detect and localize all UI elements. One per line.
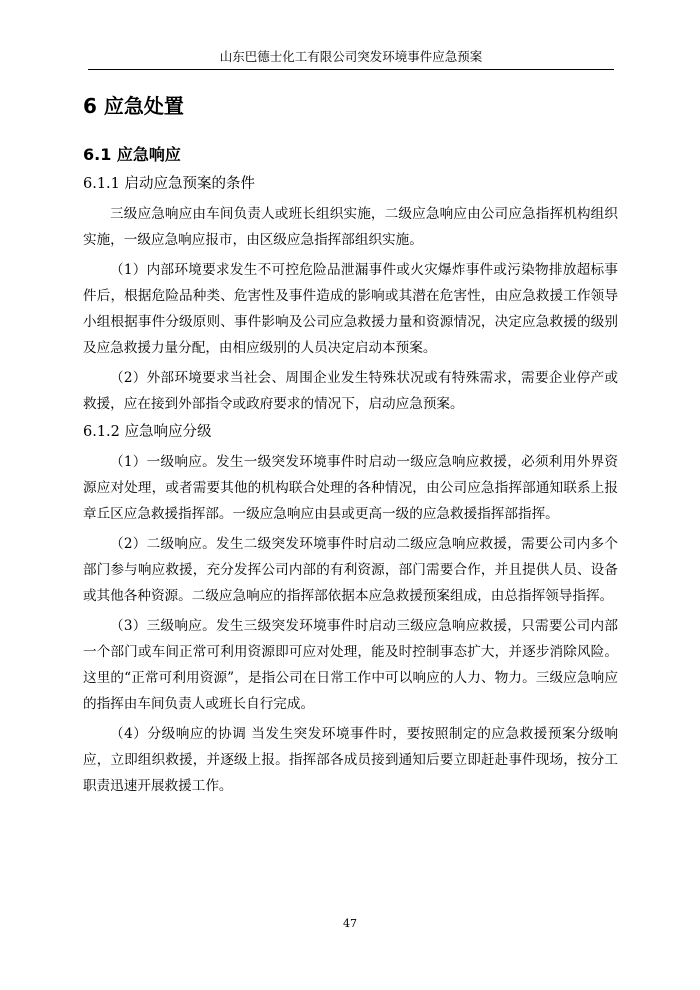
- clause-heading-6-1-1: 6.1.1 启动应急预案的条件: [83, 176, 256, 192]
- section-heading: 6 应急处置: [83, 94, 184, 118]
- paragraph: （1）内部环境要求发生不可控危险品泄漏事件或火灾爆炸事件或污染物排放超标事件后，根据危险品种类、危害性及事件造成的影响或其潜在危害性，由应急救援工作领导小组根据事件分级原则、事件影响及公司应急救援力量和资源情况，决定应急救援的级别及应急救援力量分配，由相应级别的人员决定启动本预案。: [83, 262, 618, 356]
- paragraph: （4）分级响应的协调 当发生突发环境事件时，要按照制定的应急救援预案分级响应，立即组织救援，并逐级上报。指挥部各成员接到通知后要立即赶赴事件现场，按分工职责迅速开展救援工作。: [83, 726, 618, 794]
- paragraph: （1）一级响应。发生一级突发环境事件时启动一级应急响应救援，必须利用外界资源应对处理，或者需要其他的机构联合处理的各种情况，由公司应急指挥部通知联系上报章丘区应急救援指挥部。一级应急响应由县或更高一级的应急救援指挥部指挥。: [83, 454, 618, 522]
- header-divider: [88, 69, 614, 70]
- subsection-heading: 6.1 应急响应: [83, 145, 181, 164]
- paragraph: （2）外部环境要求当社会、周围企业发生特殊状况或有特殊需求，需要企业停产或救援，应在接到外部指令或政府要求的情况下，启动应急预案。: [83, 370, 618, 412]
- paragraph: （3）三级响应。发生三级突发环境事件时启动三级应急响应救援，只需要公司内部一个部门或车间正常可利用资源即可应对处理，能及时控制事态扩大，并逐步消除风险。 这里的“正常可利用资源”，是指公司在日常工作中可以响应的人力、物力。三级应急响应的指挥由车间负责人或班长自行完成。: [83, 618, 618, 712]
- page-number: 47: [343, 917, 357, 930]
- paragraph: （2）二级响应。发生二级突发环境事件时启动二级应急响应救援，需要公司内多个部门参与响应救援，充分发挥公司内部的有利资源，部门需要合作，并且提供人员、设备或其他各种资源。二级应急响应的指挥部依据本应急救援预案组成，由总指挥领导指挥。: [83, 536, 618, 604]
- paragraph: 三级应急响应由车间负责人或班长组织实施，二级应急响应由公司应急指挥机构组织实施，一级应急响应报市，由区级应急指挥部组织实施。: [83, 206, 618, 248]
- document-body: [83, 92, 618, 803]
- page-header-title: 山东巴德士化工有限公司突发环境事件应急预案: [219, 49, 483, 64]
- clause-heading-6-1-2: 6.1.2 应急响应分级: [83, 424, 212, 440]
